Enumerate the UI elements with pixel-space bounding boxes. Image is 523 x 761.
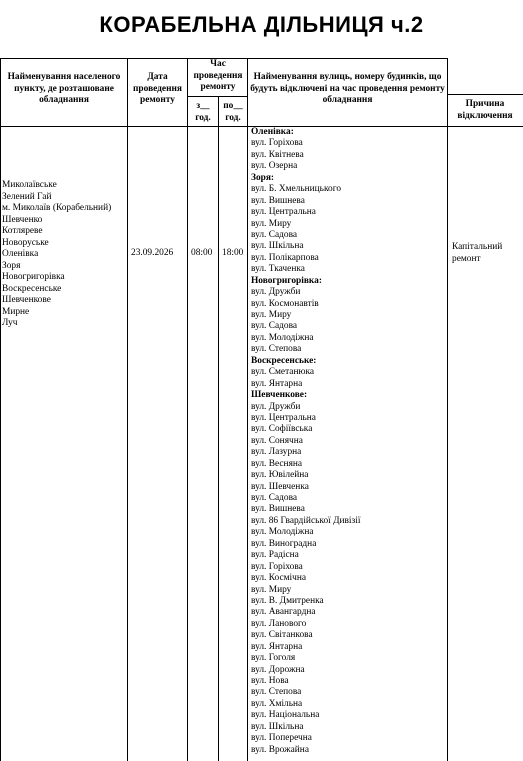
street-item: вул. Б. Хмельницького: [251, 184, 342, 195]
settlement-item: Зоря: [2, 260, 21, 271]
street-item: вул. Янтарна: [251, 641, 303, 652]
street-item: вул. Дружби: [251, 287, 301, 298]
street-item: вул. Врожайна: [251, 744, 309, 755]
header-settlement: Найменування населеного пункту, де розташоване обладнання: [7, 72, 121, 105]
street-item: вул. В. Дмитренка: [251, 595, 324, 606]
street-item: вул. Степова: [251, 344, 302, 355]
header-time: Час проведення ремонту: [193, 59, 243, 92]
row-divider: [447, 94, 523, 95]
street-item: вул. Молодіжна: [251, 527, 314, 538]
street-item: вул. Радісна: [251, 550, 299, 561]
village-heading: Оленівка:: [251, 127, 294, 137]
street-item: вул. Центральна: [251, 412, 316, 423]
outage-reason: Капітальний ремонт: [452, 242, 503, 264]
village-heading: Новогригорівка:: [251, 275, 322, 286]
street-item: вул. Авангардна: [251, 607, 316, 618]
street-item: вул. Поперечна: [251, 733, 312, 744]
column-divider: [187, 58, 188, 761]
street-item: вул. Хмільна: [251, 698, 303, 709]
settlement-item: Котляреве: [2, 226, 43, 236]
header-reason: Причина відключення: [457, 99, 513, 121]
street-item: вул. Квітнева: [251, 149, 304, 160]
header-time-from: з__ год.: [195, 101, 211, 123]
street-list: [251, 127, 360, 756]
street-item: вул. Вишнева: [251, 504, 305, 515]
street-item: вул. Шкільна: [251, 721, 304, 732]
street-item: вул. Дорожна: [251, 664, 305, 675]
settlement-item: м. Миколаїв (Корабельний): [2, 203, 112, 213]
street-item: вул. Софіївська: [251, 424, 313, 435]
street-item: вул. Янтарна: [251, 378, 303, 389]
settlement-item: Новоруське: [2, 237, 49, 248]
settlement-item: Мирне: [2, 306, 30, 317]
street-item: вул. Лазурна: [251, 447, 302, 458]
street-item: вул. Степова: [251, 687, 302, 698]
settlement-item: Зелений Гай: [2, 191, 52, 202]
street-item: вул. Весняна: [251, 458, 303, 469]
street-item: вул. Шкільна: [251, 241, 304, 252]
header-streets: Найменування вулиць, номеру будинків, що будуть відключені на час проведення ремонту обладнання: [250, 72, 445, 105]
row-divider: [187, 96, 247, 97]
street-item: вул. Сметанюка: [251, 367, 315, 378]
street-item: вул. Миру: [251, 584, 292, 595]
settlement-item: Новогригорівка: [2, 272, 65, 282]
page-title: КОРАБЕЛЬНА ДІЛЬНИЦЯ ч.2: [99, 12, 424, 37]
street-item: вул. Озерна: [251, 161, 298, 172]
street-item: вул. Космічна: [251, 573, 307, 584]
street-item: вул. Світанкова: [251, 630, 313, 641]
settlement-item: Воскресенське: [2, 283, 62, 294]
street-item: вул. Ткаченка: [251, 264, 305, 275]
settlement-item: Шевченкове: [2, 295, 51, 305]
street-item: вул. Дружби: [251, 401, 301, 412]
column-divider: [447, 58, 448, 761]
street-item: вул. Миру: [251, 310, 292, 320]
village-heading: Шевченкове:: [251, 390, 308, 401]
street-item: вул. Сонячна: [251, 435, 303, 446]
street-item: вул. Горіхова: [251, 561, 303, 572]
street-item: вул. Горіхова: [251, 138, 303, 149]
street-item: вул. Ювілейна: [251, 470, 309, 481]
street-item: вул. Ланового: [251, 618, 307, 629]
street-item: вул. Нова: [251, 676, 289, 686]
time-to: 18:00: [222, 248, 244, 258]
settlement-item: Оленівка: [2, 249, 39, 259]
street-item: вул. Молодіжна: [251, 332, 314, 343]
column-divider: [127, 58, 128, 761]
street-item: вул. Виноградна: [251, 538, 317, 549]
header-date: Дата проведення ремонту: [133, 72, 182, 105]
street-item: вул. Шевченка: [251, 481, 309, 492]
settlement-item: Шевченко: [2, 214, 43, 225]
settlement-item: Луч: [2, 318, 18, 328]
street-item: вул. Садова: [251, 321, 298, 332]
street-item: вул. 86 Гвардійської Дивізії: [251, 515, 361, 526]
street-item: вул. Садова: [251, 229, 298, 240]
table-border: [0, 58, 1, 761]
street-item: вул. Полікарпова: [251, 252, 319, 263]
street-item: вул. Космонавтів: [251, 298, 319, 309]
column-divider: [218, 96, 219, 761]
column-divider: [247, 58, 248, 761]
street-item: вул. Миру: [251, 218, 292, 229]
settlement-list: [2, 180, 111, 330]
settlement-item: Миколаївське: [2, 180, 57, 190]
time-from: 08:00: [191, 248, 213, 258]
header-time-to: по__ год.: [223, 101, 243, 123]
street-item: вул. Гоголя: [251, 653, 296, 664]
village-heading: Воскресенське:: [251, 355, 317, 366]
repair-date: 23.09.2026: [131, 248, 174, 258]
street-item: вул. Центральна: [251, 207, 316, 218]
street-item: вул. Садова: [251, 493, 298, 503]
street-item: вул. Національна: [251, 710, 320, 721]
street-item: вул. Вишнева: [251, 195, 305, 206]
village-heading: Зоря:: [251, 172, 275, 183]
